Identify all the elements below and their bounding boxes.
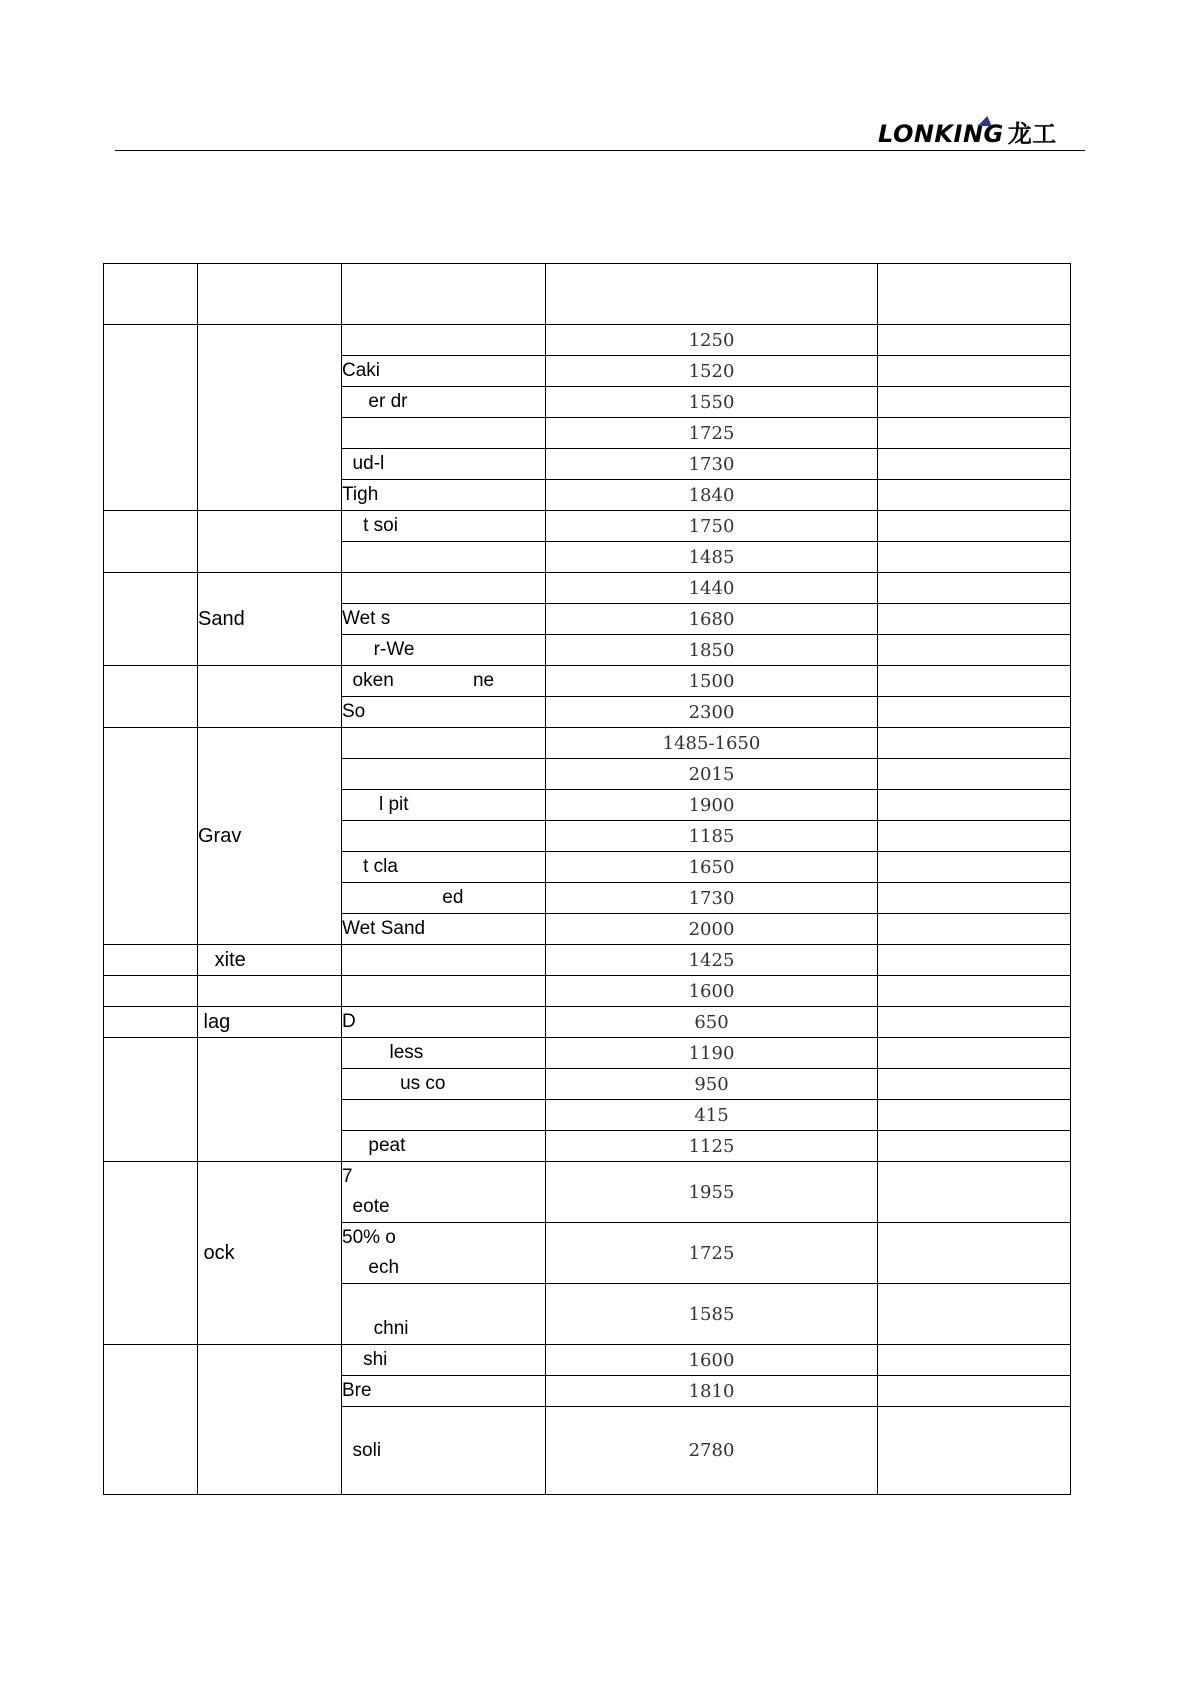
note-cell xyxy=(878,1162,1071,1223)
material-cell: 7 eote xyxy=(342,1162,546,1223)
category-cell-rock: ock xyxy=(198,1162,342,1345)
material-cell xyxy=(342,1100,546,1131)
material-cell xyxy=(342,573,546,604)
note-cell xyxy=(878,914,1071,945)
group-cell xyxy=(104,1038,198,1162)
density-cell: 1500 xyxy=(546,666,878,697)
note-cell xyxy=(878,356,1071,387)
density-cell: 2000 xyxy=(546,914,878,945)
density-cell: 1550 xyxy=(546,387,878,418)
material-cell: soli xyxy=(342,1407,546,1495)
group-cell xyxy=(104,325,198,511)
material-cell xyxy=(342,542,546,573)
material-cell: r-We xyxy=(342,635,546,666)
density-cell: 1650 xyxy=(546,852,878,883)
lonking-logo xyxy=(878,118,1086,150)
group-cell xyxy=(104,1007,198,1038)
material-cell xyxy=(342,821,546,852)
category-cell-slag: lag xyxy=(198,1007,342,1038)
note-cell xyxy=(878,852,1071,883)
table-row xyxy=(104,1038,1071,1069)
density-cell: 1250 xyxy=(546,325,878,356)
table-row xyxy=(104,666,1071,697)
density-cell: 1955 xyxy=(546,1162,878,1223)
density-cell: 1750 xyxy=(546,511,878,542)
note-cell xyxy=(878,1376,1071,1407)
note-cell xyxy=(878,635,1071,666)
group-cell xyxy=(104,976,198,1007)
note-cell xyxy=(878,1223,1071,1284)
material-cell: oken ne xyxy=(342,666,546,697)
material-cell: ed xyxy=(342,883,546,914)
table-row xyxy=(104,945,1071,976)
material-cell: us co xyxy=(342,1069,546,1100)
material-cell: D xyxy=(342,1007,546,1038)
category-cell xyxy=(198,976,342,1007)
note-cell xyxy=(878,728,1071,759)
material-cell: peat xyxy=(342,1131,546,1162)
category-cell xyxy=(198,666,342,728)
material-cell: Caki xyxy=(342,356,546,387)
density-cell: 1600 xyxy=(546,976,878,1007)
table-row xyxy=(104,325,1071,356)
note-cell xyxy=(878,759,1071,790)
density-cell: 1725 xyxy=(546,418,878,449)
density-cell: 1680 xyxy=(546,604,878,635)
density-cell: 1425 xyxy=(546,945,878,976)
density-cell: 1585 xyxy=(546,1284,878,1345)
density-cell: 2015 xyxy=(546,759,878,790)
density-cell: 1185 xyxy=(546,821,878,852)
group-cell xyxy=(104,666,198,728)
category-cell-xite: xite xyxy=(198,945,342,976)
density-cell: 2300 xyxy=(546,697,878,728)
density-cell: 1900 xyxy=(546,790,878,821)
table-row xyxy=(104,1162,1071,1223)
material-cell: shi xyxy=(342,1345,546,1376)
material-cell: t soi xyxy=(342,511,546,542)
material-cell: l pit xyxy=(342,790,546,821)
material-cell: Wet s xyxy=(342,604,546,635)
header-cell xyxy=(342,264,546,325)
header-cell xyxy=(104,264,198,325)
material-cell xyxy=(342,728,546,759)
material-cell: 50% o ech xyxy=(342,1223,546,1284)
logo-accent-icon xyxy=(978,116,995,126)
material-cell xyxy=(342,759,546,790)
note-cell xyxy=(878,542,1071,573)
density-cell: 1125 xyxy=(546,1131,878,1162)
density-cell: 1730 xyxy=(546,883,878,914)
table-row xyxy=(104,1345,1071,1376)
note-cell xyxy=(878,325,1071,356)
category-cell xyxy=(198,325,342,511)
material-cell: er dr xyxy=(342,387,546,418)
category-cell-sand: Sand xyxy=(198,573,342,666)
header-rule xyxy=(115,150,1085,151)
material-cell xyxy=(342,976,546,1007)
material-cell xyxy=(342,325,546,356)
material-cell: Wet Sand xyxy=(342,914,546,945)
density-cell: 1725 xyxy=(546,1223,878,1284)
density-cell: 1810 xyxy=(546,1376,878,1407)
density-cell: 1485 xyxy=(546,542,878,573)
material-density-table xyxy=(103,263,1071,1495)
note-cell xyxy=(878,1038,1071,1069)
note-cell xyxy=(878,480,1071,511)
material-cell: chni xyxy=(342,1284,546,1345)
note-cell xyxy=(878,1100,1071,1131)
category-cell xyxy=(198,511,342,573)
note-cell xyxy=(878,945,1071,976)
header-cell xyxy=(198,264,342,325)
material-cell: less xyxy=(342,1038,546,1069)
category-cell xyxy=(198,1038,342,1162)
note-cell xyxy=(878,511,1071,542)
density-cell: 1190 xyxy=(546,1038,878,1069)
group-cell xyxy=(104,1162,198,1345)
density-cell: 1485-1650 xyxy=(546,728,878,759)
header-cell xyxy=(546,264,878,325)
density-cell: 1600 xyxy=(546,1345,878,1376)
density-cell: 1440 xyxy=(546,573,878,604)
table-row xyxy=(104,728,1071,759)
density-cell: 1850 xyxy=(546,635,878,666)
note-cell xyxy=(878,573,1071,604)
density-cell: 1520 xyxy=(546,356,878,387)
material-cell xyxy=(342,945,546,976)
note-cell xyxy=(878,1345,1071,1376)
note-cell xyxy=(878,666,1071,697)
group-cell xyxy=(104,573,198,666)
logo-wordmark: LONKING 龙工 xyxy=(878,120,1057,148)
density-cell: 950 xyxy=(546,1069,878,1100)
note-cell xyxy=(878,821,1071,852)
table-row xyxy=(104,573,1071,604)
group-cell xyxy=(104,1345,198,1495)
note-cell xyxy=(878,418,1071,449)
density-cell: 650 xyxy=(546,1007,878,1038)
category-cell-gravel: Grav xyxy=(198,728,342,945)
density-cell: 1840 xyxy=(546,480,878,511)
note-cell xyxy=(878,976,1071,1007)
category-cell xyxy=(198,1345,342,1495)
density-cell: 1730 xyxy=(546,449,878,480)
header-cell xyxy=(878,264,1071,325)
note-cell xyxy=(878,1284,1071,1345)
note-cell xyxy=(878,883,1071,914)
note-cell xyxy=(878,1007,1071,1038)
density-cell: 415 xyxy=(546,1100,878,1131)
note-cell xyxy=(878,697,1071,728)
density-cell: 2780 xyxy=(546,1407,878,1495)
table-row xyxy=(104,1007,1071,1038)
group-cell xyxy=(104,511,198,573)
material-cell: So xyxy=(342,697,546,728)
material-cell: t cla xyxy=(342,852,546,883)
group-cell xyxy=(104,945,198,976)
note-cell xyxy=(878,1069,1071,1100)
table-row xyxy=(104,976,1071,1007)
note-cell xyxy=(878,387,1071,418)
material-cell: Tigh xyxy=(342,480,546,511)
table-row xyxy=(104,511,1071,542)
note-cell xyxy=(878,449,1071,480)
table-header-row xyxy=(104,264,1071,325)
note-cell xyxy=(878,1407,1071,1495)
material-cell: ud-l xyxy=(342,449,546,480)
note-cell xyxy=(878,790,1071,821)
group-cell xyxy=(104,728,198,945)
note-cell xyxy=(878,1131,1071,1162)
material-cell: Bre xyxy=(342,1376,546,1407)
note-cell xyxy=(878,604,1071,635)
material-cell xyxy=(342,418,546,449)
